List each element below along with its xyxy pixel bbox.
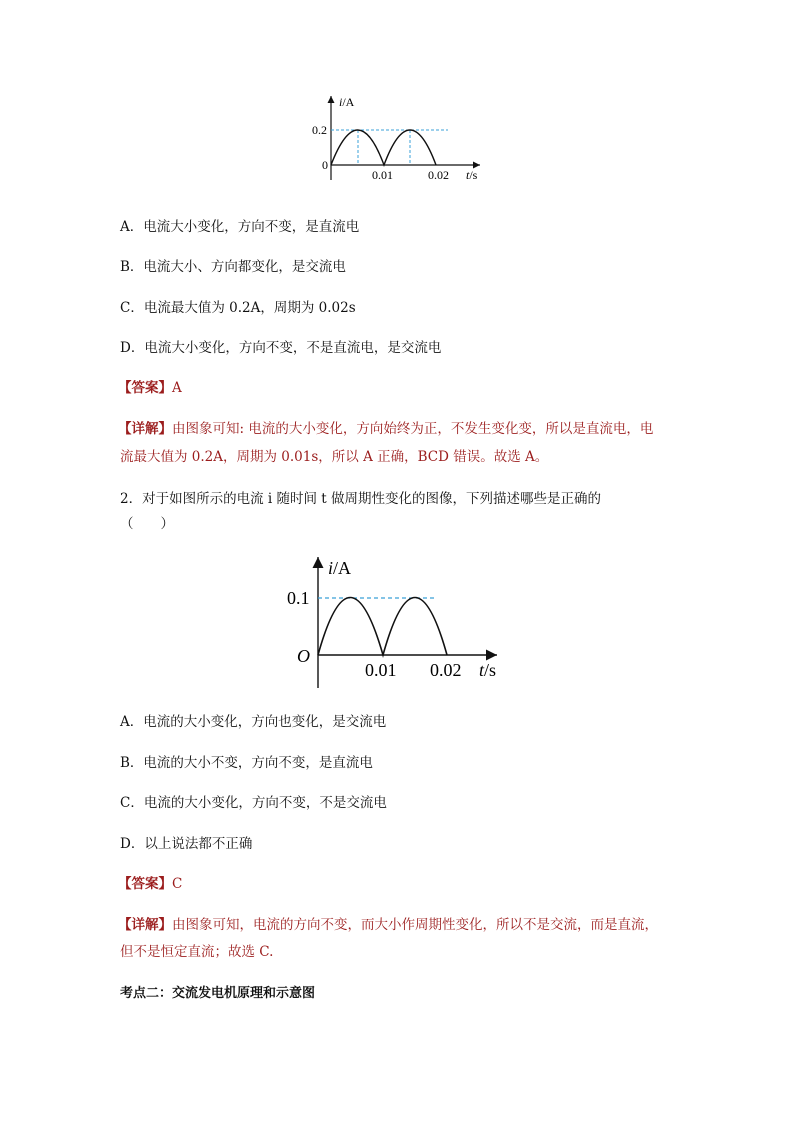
q1-detail-line2: 流最大值为 0.2A，周期为 0.01s，所以 A 正确，BCD 错误。故选 A。 bbox=[120, 449, 549, 465]
x-tick-2: 0.02 bbox=[428, 168, 449, 182]
section-heading: 考点二：交流发电机原理和示意图 bbox=[120, 986, 316, 1001]
q1-option-b: B．电流大小、方向都变化，是交流电 bbox=[120, 259, 346, 275]
rectified-wave bbox=[331, 130, 436, 165]
figure-1-current-graph bbox=[300, 88, 500, 188]
q2-stem-line2: （ ） bbox=[120, 516, 174, 532]
q1-option-a: A．电流大小变化，方向不变，是直流电 bbox=[120, 219, 360, 235]
q2-option-a: A．电流的大小变化，方向也变化，是交流电 bbox=[120, 714, 387, 730]
y-label-unit: /A bbox=[342, 95, 355, 109]
q1-answer-tag: 【答案】 bbox=[118, 380, 172, 396]
x-label-unit: /s bbox=[469, 168, 478, 182]
origin-label: O bbox=[297, 646, 310, 666]
svg-text:t/s bbox=[479, 660, 496, 680]
x-tick-1: 0.01 bbox=[372, 168, 393, 182]
svg-text:t/s bbox=[466, 168, 478, 182]
x-tick-1: 0.01 bbox=[365, 660, 397, 680]
q1-detail-tag: 【详解】 bbox=[118, 421, 172, 437]
y-label-unit: /A bbox=[333, 558, 352, 578]
figure-2-current-graph bbox=[280, 550, 510, 695]
q2-answer bbox=[118, 875, 182, 893]
x-tick-2: 0.02 bbox=[430, 660, 462, 680]
x-label-unit: /s bbox=[484, 660, 497, 680]
q1-option-c: C．电流最大值为 0.2A，周期为 0.02s bbox=[120, 300, 356, 316]
y-label-i: i bbox=[339, 95, 343, 109]
q2-answer-tag: 【答案】 bbox=[118, 876, 172, 892]
q1-option-d: D．电流大小变化，方向不变，不是直流电，是交流电 bbox=[120, 340, 442, 356]
q2-detail-line2: 但不是恒定直流；故选 C. bbox=[120, 944, 274, 960]
rectified-wave bbox=[318, 598, 447, 656]
y-tick-label: 0.2 bbox=[312, 123, 327, 137]
q2-detail-text1: 由图象可知，电流的方向不变，而大小作周期性变化，所以不是交流，而是直流， bbox=[172, 917, 658, 933]
q2-option-d: D．以上说法都不正确 bbox=[120, 836, 253, 852]
svg-text:i/A bbox=[339, 95, 355, 109]
q2-option-c: C．电流的大小变化，方向不变，不是交流电 bbox=[120, 795, 387, 811]
q2-detail-line1 bbox=[118, 916, 658, 934]
y-label-i: i bbox=[328, 558, 334, 578]
origin-label: 0 bbox=[322, 158, 328, 172]
x-label-t: t bbox=[479, 660, 485, 680]
q2-stem-line1: 2．对于如图所示的电流 i 随时间 t 做周期性变化的图像，下列描述哪些是正确的 bbox=[120, 491, 601, 507]
q2-option-b: B．电流的大小不变，方向不变，是直流电 bbox=[120, 755, 373, 771]
q1-detail-text1: 由图象可知: 电流的大小变化，方向始终为正，不发生变化变，所以是直流电，电 bbox=[172, 421, 654, 437]
q1-answer-value: A bbox=[172, 380, 182, 396]
q2-detail-tag: 【详解】 bbox=[118, 917, 172, 933]
q1-detail-line1 bbox=[118, 420, 653, 438]
q2-answer-value: C bbox=[172, 876, 183, 892]
y-tick-label: 0.1 bbox=[287, 588, 310, 608]
q1-answer bbox=[118, 379, 182, 397]
x-label-t: t bbox=[466, 168, 470, 182]
svg-text:i/A bbox=[328, 558, 351, 578]
